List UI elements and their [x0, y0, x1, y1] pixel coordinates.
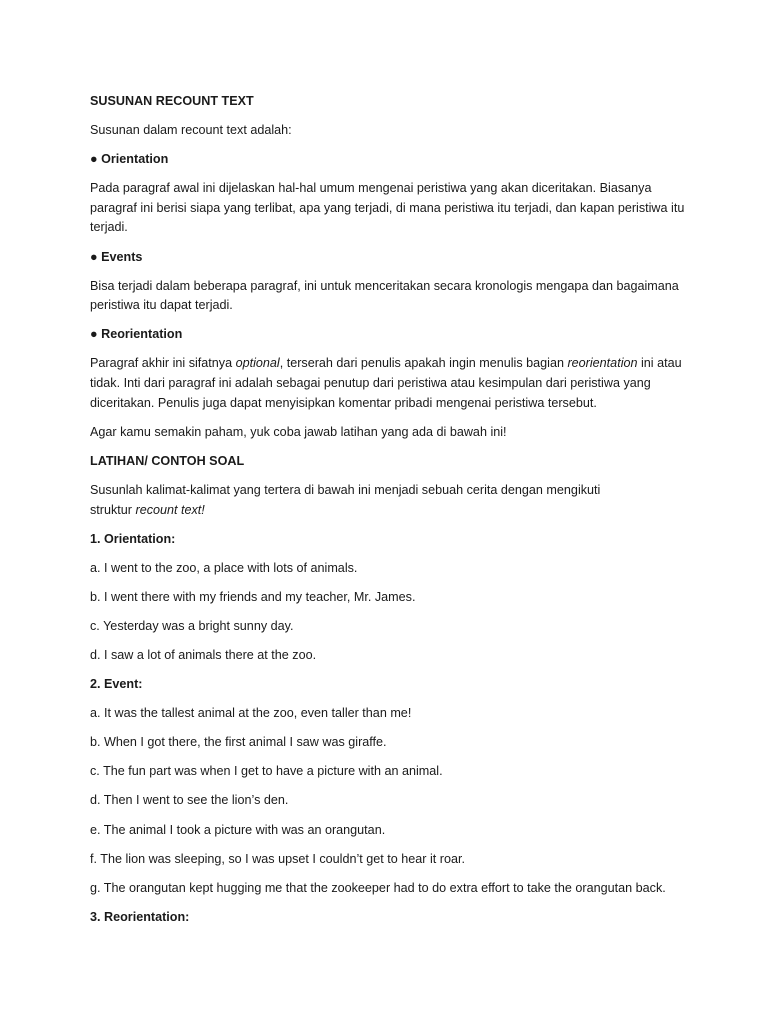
exercise-heading: LATIHAN/ CONTOH SOAL: [90, 453, 245, 468]
section-1-heading: 1. Orientation:: [90, 531, 176, 546]
exercise-instruction-text: Susunlah kalimat-kalimat yang tertera di bawah ini menjadi sebuah cerita dengan mengikuti struktur: [90, 482, 601, 517]
reorientation-heading: ● Reorientation: [90, 327, 183, 342]
intro-text: Susunan dalam recount text adalah:: [90, 123, 292, 138]
closing-text: Agar kamu semakin paham, yuk coba jawab latihan yang ada di bawah ini!: [90, 424, 507, 439]
reorientation-paragraph: [90, 354, 690, 413]
section-3-heading: 3. Reorientation:: [90, 909, 190, 924]
reorientation-text-2: , terserah dari penulis apakah ingin menulis bagian: [279, 356, 568, 371]
list-item: d. I saw a lot of animals there at the zoo.: [90, 647, 317, 662]
list-item: e. The animal I took a picture with was an orangutan.: [90, 822, 386, 837]
list-item: g. The orangutan kept hugging me that the zookeeper had to do extra effort to take the orangutan back.: [90, 880, 666, 895]
orientation-paragraph: Pada paragraf awal ini dijelaskan hal-hal umum mengenai peristiwa yang akan diceritakan. Biasanya paragraf ini berisi siapa yang terlibat, apa yang terjadi, di mana peristiwa itu terjadi, dan kapan peristiwa itu terjadi.: [90, 181, 685, 235]
list-item: a. I went to the zoo, a place with lots of animals.: [90, 560, 358, 575]
exercise-instruction: [90, 481, 610, 520]
orientation-heading: ● Orientation: [90, 152, 169, 167]
list-item: f. The lion was sleeping, so I was upset I couldn’t get to hear it roar.: [90, 851, 465, 866]
section-2-heading: 2. Event:: [90, 677, 143, 692]
reorientation-emphasis-term: reorientation: [567, 356, 638, 371]
exercise-instruction-emphasis: recount text!: [135, 502, 205, 517]
reorientation-text-1: Paragraf akhir ini sifatnya: [90, 356, 236, 371]
list-item: a. It was the tallest animal at the zoo, even taller than me!: [90, 706, 412, 721]
document-page: [90, 92, 690, 937]
events-paragraph: Bisa terjadi dalam beberapa paragraf, ini untuk menceritakan secara kronologis mengapa dan bagaimana peristiwa itu dapat terjadi.: [90, 278, 679, 313]
events-heading: ● Events: [90, 249, 143, 264]
list-item: b. When I got there, the first animal I saw was giraffe.: [90, 735, 387, 750]
list-item: c. Yesterday was a bright sunny day.: [90, 618, 294, 633]
reorientation-text-3: ini atau tidak. Inti dari paragraf ini adalah sebagai penutup dari peristiwa atau kesimpulan dari peristiwa yang diceritakan. Penulis juga dapat menyisipkan komentar pribadi mengenai peristiwa tersebut.: [90, 356, 682, 410]
reorientation-emphasis-optional: optional: [235, 356, 280, 371]
list-item: b. I went there with my friends and my teacher, Mr. James.: [90, 589, 416, 604]
document-title: SUSUNAN RECOUNT TEXT: [90, 94, 254, 108]
list-item: c. The fun part was when I get to have a picture with an animal.: [90, 764, 443, 779]
list-item: d. Then I went to see the lion’s den.: [90, 793, 289, 808]
